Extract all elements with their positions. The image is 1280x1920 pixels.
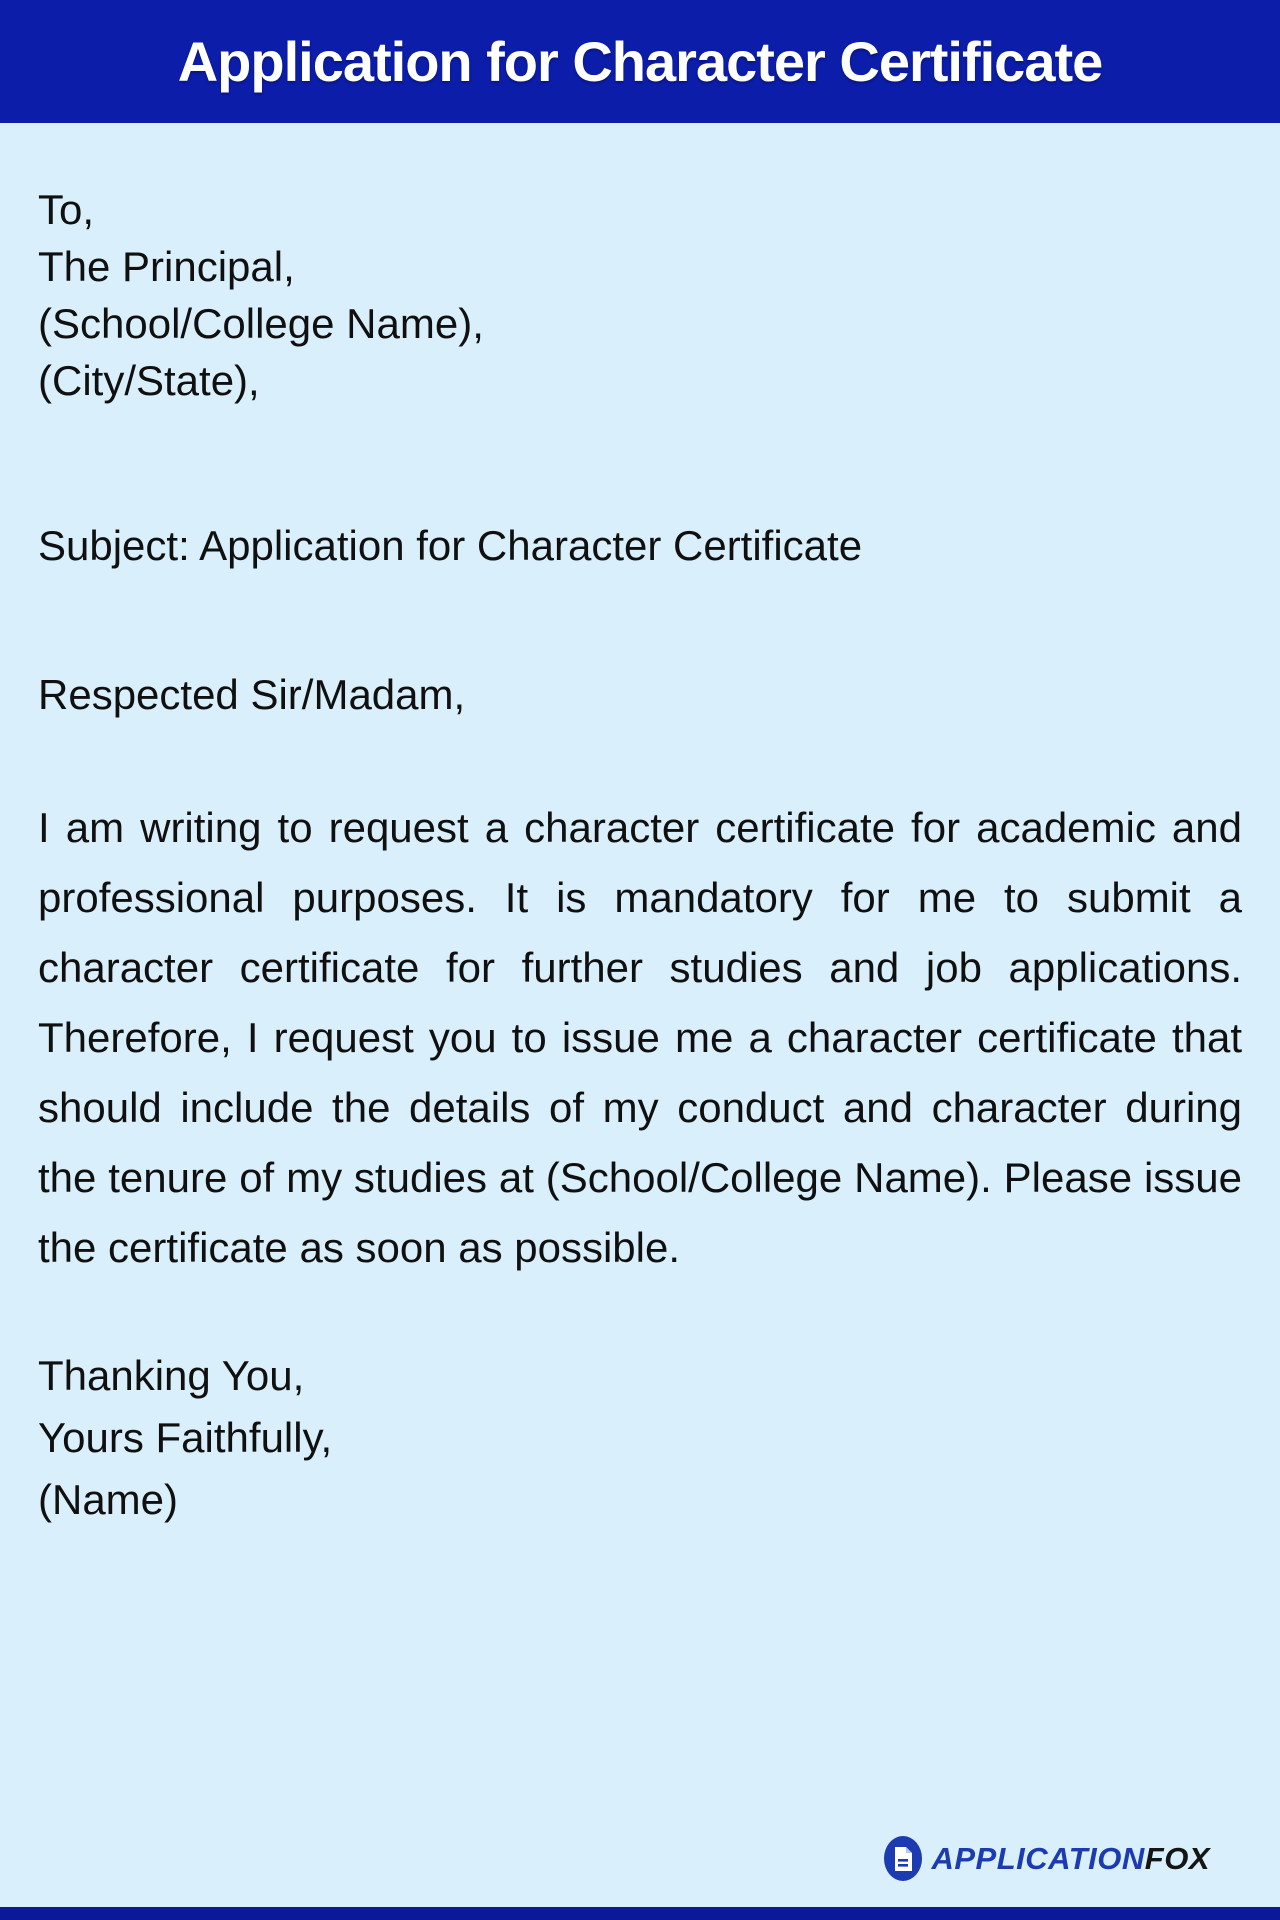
closing-line: Yours Faithfully,	[38, 1414, 333, 1461]
closing-line: (Name)	[38, 1476, 179, 1523]
closing-block	[38, 1345, 1242, 1531]
letter-body	[0, 123, 1280, 1531]
document-icon	[884, 1836, 922, 1881]
title-banner	[0, 0, 1280, 123]
brand-fox-text: FOX	[1144, 1840, 1210, 1876]
recipient-line: The Principal,	[38, 243, 295, 290]
bottom-accent-bar	[0, 1907, 1280, 1920]
recipient-line: (School/College Name),	[38, 300, 484, 347]
salutation: Respected Sir/Madam,	[38, 671, 466, 718]
page-title: Application for Character Certificate	[177, 30, 1103, 93]
recipient-line: To,	[38, 186, 95, 233]
closing-line: Thanking You,	[38, 1352, 305, 1399]
brand-logo	[884, 1836, 1210, 1881]
brand-wordmark	[931, 1841, 1210, 1877]
subject-line: Subject: Application for Character Certificate	[38, 522, 863, 569]
brand-application-text: APPLICATION	[931, 1840, 1145, 1876]
recipient-line: (City/State),	[38, 357, 260, 404]
recipient-address	[38, 181, 1242, 409]
letter-paragraph: I am writing to request a character certificate for academic and professional purposes. It is mandatory for me to submit a character certificate for further studies and job applications. Therefore, I request you to issue me a character certificate that should include the details of my conduct and character during the tenure of my studies at (School/College Name). Please issue the certificate as soon as possible.	[38, 804, 1242, 1271]
